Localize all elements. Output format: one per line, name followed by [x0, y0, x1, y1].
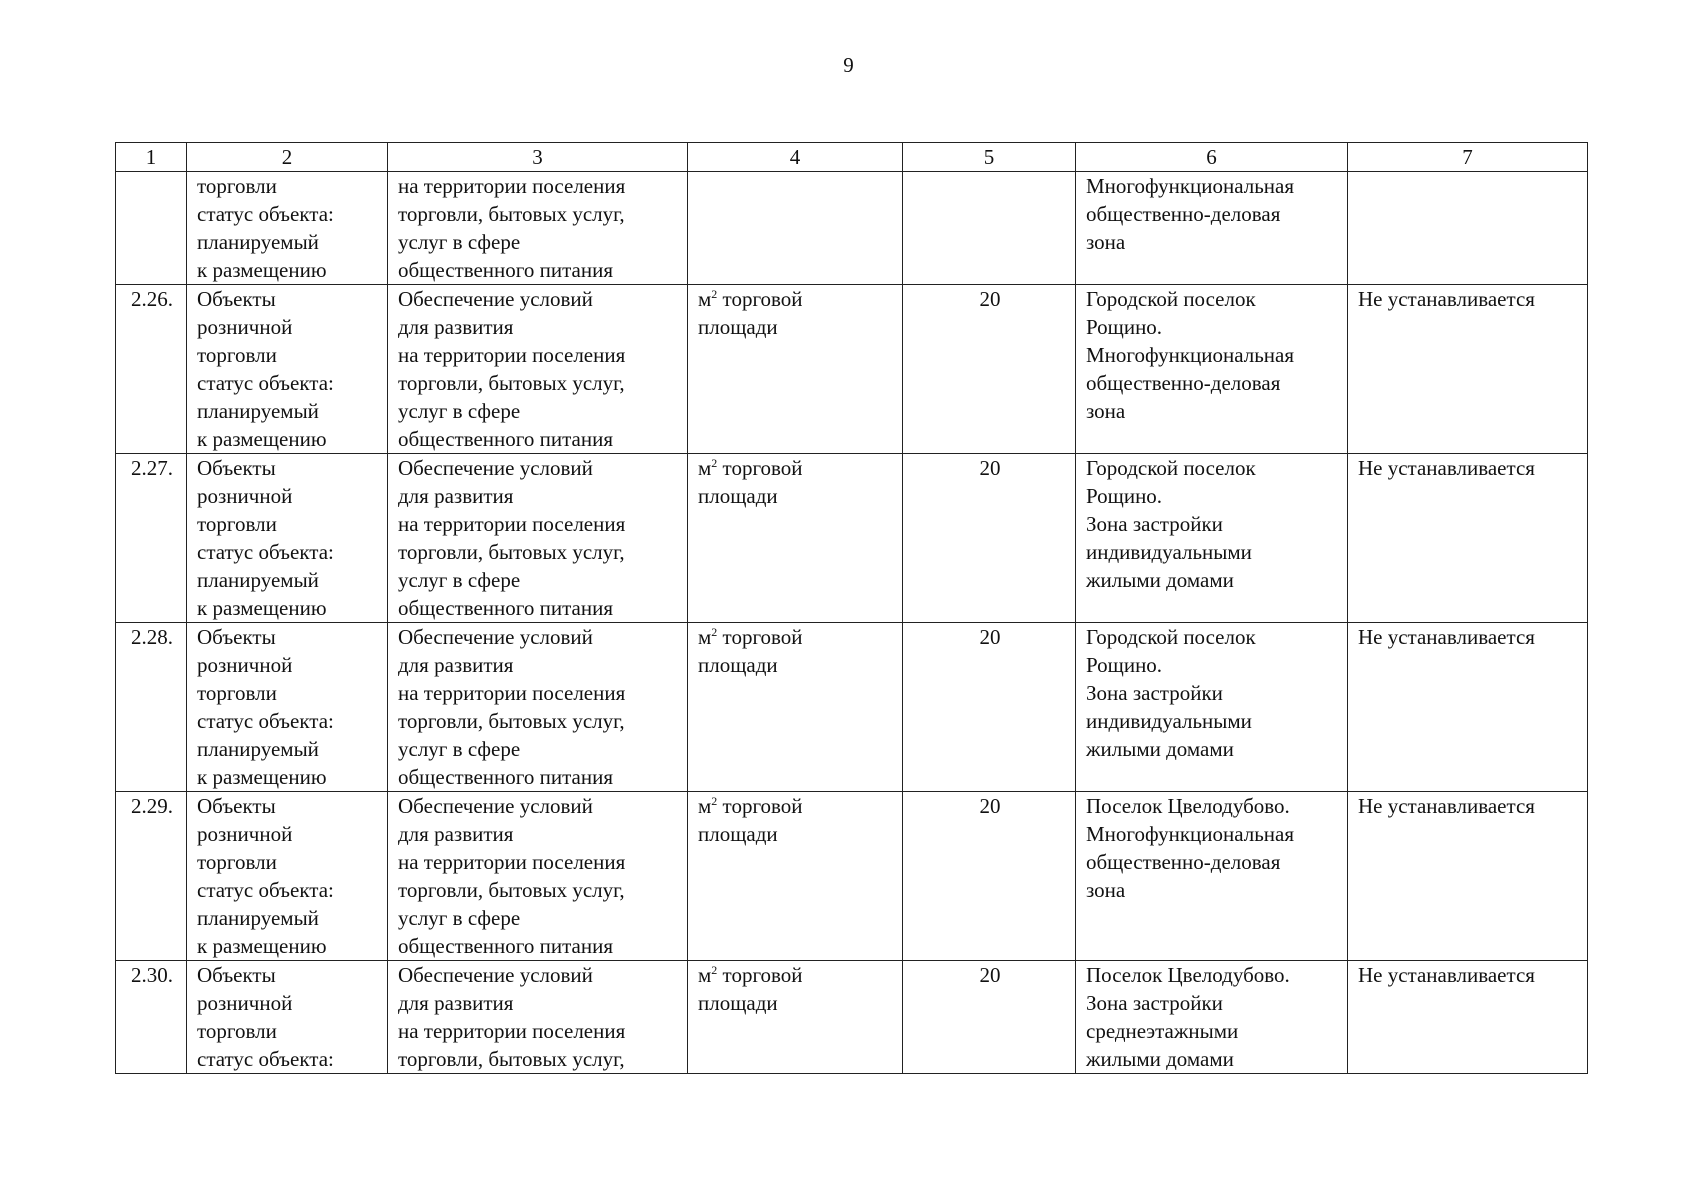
- area-value: 20: [903, 961, 1076, 1074]
- location: Поселок Цвелодубово. Многофункциональная общественно-деловая зона: [1076, 792, 1348, 961]
- object-type: торговли статус объекта: планируемый к размещению: [187, 172, 388, 285]
- unit-rest: торговой площади: [698, 456, 803, 508]
- unit-cell: [688, 285, 903, 454]
- column-number-header: 6: [1076, 143, 1348, 172]
- area-value: 20: [903, 623, 1076, 792]
- row-number: [116, 172, 187, 285]
- area-value: 20: [903, 454, 1076, 623]
- table-row: [116, 792, 1588, 961]
- unit-cell: [688, 961, 903, 1074]
- object-type: Объекты розничной торговли статус объекта: планируемый к размещению: [187, 792, 388, 961]
- unit-rest: торговой площади: [698, 625, 803, 677]
- column-number-row: [116, 143, 1588, 172]
- unit-superscript: 2: [711, 456, 718, 470]
- row-number: 2.26.: [116, 285, 187, 454]
- unit-base: м: [698, 963, 712, 987]
- location: Поселок Цвелодубово. Зона застройки среднеэтажными жилыми домами: [1076, 961, 1348, 1074]
- location: Городской поселок Рощино. Зона застройки индивидуальными жилыми домами: [1076, 454, 1348, 623]
- column-number-header: 3: [388, 143, 688, 172]
- table-row: [116, 454, 1588, 623]
- location: Многофункциональная общественно-деловая зона: [1076, 172, 1348, 285]
- unit-rest: торговой площади: [698, 794, 803, 846]
- column-number-header: 5: [903, 143, 1076, 172]
- unit-base: м: [698, 456, 712, 480]
- table-row: [116, 285, 1588, 454]
- object-purpose: Обеспечение условий для развития на территории поселения торговли, бытовых услуг, услуг в сфере общественного питания: [388, 623, 688, 792]
- area-value: 20: [903, 285, 1076, 454]
- column-number-header: 1: [116, 143, 187, 172]
- unit-superscript: 2: [711, 963, 718, 977]
- table-row: [116, 623, 1588, 792]
- object-type: Объекты розничной торговли статус объекта:: [187, 961, 388, 1074]
- unit-rest: торговой площади: [698, 287, 803, 339]
- unit-superscript: 2: [711, 625, 718, 639]
- row-number: 2.30.: [116, 961, 187, 1074]
- object-type: Объекты розничной торговли статус объекта: планируемый к размещению: [187, 285, 388, 454]
- unit-cell: [688, 623, 903, 792]
- zone: Не устанавливается: [1348, 961, 1588, 1074]
- unit-rest: торговой площади: [698, 963, 803, 1015]
- unit-cell: [688, 454, 903, 623]
- zone: Не устанавливается: [1348, 285, 1588, 454]
- column-number-header: 4: [688, 143, 903, 172]
- objects-table: [115, 142, 1588, 1074]
- row-number: 2.29.: [116, 792, 187, 961]
- object-purpose: Обеспечение условий для развития на территории поселения торговли, бытовых услуг, услуг в сфере общественного питания: [388, 285, 688, 454]
- object-purpose: Обеспечение условий для развития на территории поселения торговли, бытовых услуг, услуг в сфере общественного питания: [388, 454, 688, 623]
- column-number-header: 2: [187, 143, 388, 172]
- object-type: Объекты розничной торговли статус объекта: планируемый к размещению: [187, 623, 388, 792]
- location: Городской поселок Рощино. Многофункциональная общественно-деловая зона: [1076, 285, 1348, 454]
- object-purpose: Обеспечение условий для развития на территории поселения торговли, бытовых услуг,: [388, 961, 688, 1074]
- area-value: [903, 172, 1076, 285]
- object-purpose: на территории поселения торговли, бытовых услуг, услуг в сфере общественного питания: [388, 172, 688, 285]
- zone: [1348, 172, 1588, 285]
- table-row: [116, 961, 1588, 1074]
- unit-superscript: 2: [711, 794, 718, 808]
- row-number: 2.28.: [116, 623, 187, 792]
- object-type: Объекты розничной торговли статус объекта: планируемый к размещению: [187, 454, 388, 623]
- unit-base: м: [698, 287, 712, 311]
- unit-base: м: [698, 794, 712, 818]
- unit-base: м: [698, 625, 712, 649]
- zone: Не устанавливается: [1348, 792, 1588, 961]
- unit-superscript: 2: [711, 287, 718, 301]
- zone: Не устанавливается: [1348, 454, 1588, 623]
- table-row-continuation: [116, 172, 1588, 285]
- column-number-header: 7: [1348, 143, 1588, 172]
- location: Городской поселок Рощино. Зона застройки индивидуальными жилыми домами: [1076, 623, 1348, 792]
- object-purpose: Обеспечение условий для развития на территории поселения торговли, бытовых услуг, услуг в сфере общественного питания: [388, 792, 688, 961]
- unit-cell: [688, 792, 903, 961]
- area-value: 20: [903, 792, 1076, 961]
- zone: Не устанавливается: [1348, 623, 1588, 792]
- unit-cell: [688, 172, 903, 285]
- row-number: 2.27.: [116, 454, 187, 623]
- page-number: 9: [843, 53, 854, 77]
